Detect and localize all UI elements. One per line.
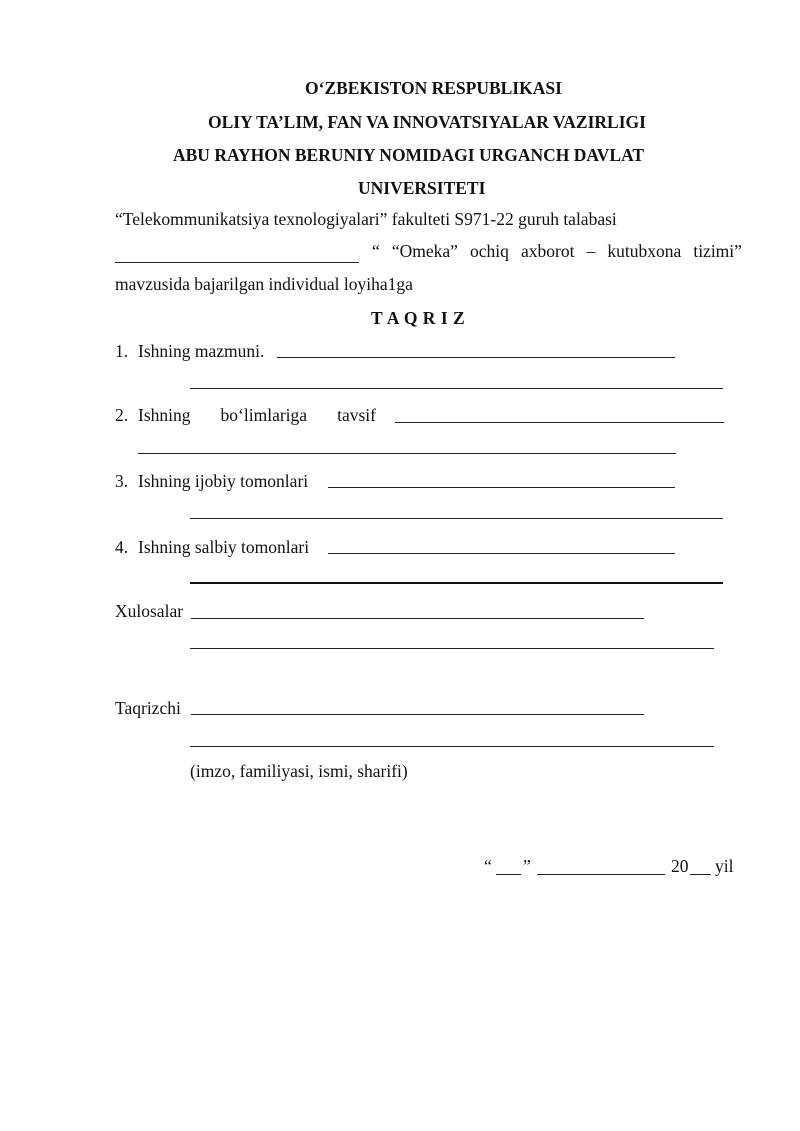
document-title: T A Q R I Z: [371, 308, 466, 328]
topic-word: axborot: [520, 241, 575, 261]
topic-word: ochiq: [470, 241, 509, 261]
topic-word: –: [586, 241, 596, 261]
student-name-blank[interactable]: [115, 262, 359, 263]
date-day-blank[interactable]: [496, 874, 521, 875]
date-month-blank[interactable]: [537, 874, 665, 875]
date-open-quote: “: [484, 856, 492, 876]
label-word: tavsif: [337, 405, 376, 425]
topic-line: [372, 243, 742, 261]
topic-line-2: mavzusida bajarilgan individual loyiha1ga: [115, 274, 413, 294]
item-number: 2.: [115, 405, 129, 425]
reviewer-answer-line[interactable]: [191, 714, 644, 715]
topic-word: “Omeka”: [391, 241, 458, 261]
reviewer-label: Taqrizchi: [115, 698, 181, 718]
topic-word: tizimi”: [693, 241, 742, 261]
date-year-blank[interactable]: [690, 874, 711, 875]
date-close-quote: ”: [523, 856, 531, 876]
item-label-positive: Ishning ijobiy tomonlari: [138, 471, 309, 491]
topic-word: kutubxona: [607, 241, 682, 261]
conclusion-label: Xulosalar: [115, 601, 184, 621]
signature-hint: (imzo, familiyasi, ismi, sharifi): [190, 761, 408, 781]
negative-answer-line-2[interactable]: [190, 582, 723, 584]
date-year-prefix: 20: [671, 856, 689, 876]
header-line-3: ABU RAYHON BERUNIY NOMIDAGI URGANCH DAVLAT: [173, 145, 645, 165]
header-line-4: UNIVERSITETI: [358, 178, 486, 198]
item-label-sections: [138, 407, 376, 425]
label-word: bo‘limlariga: [220, 405, 308, 425]
item-number: 1.: [115, 341, 129, 361]
item-label-negative: Ishning salbiy tomonlari: [138, 537, 310, 557]
item-label-content: Ishning mazmuni.: [138, 341, 265, 361]
date-year-suffix: yil: [715, 856, 734, 876]
sections-answer-line[interactable]: [395, 422, 724, 423]
positive-answer-line-2[interactable]: [190, 518, 723, 519]
label-word: Ishning: [138, 405, 191, 425]
reviewer-answer-line-2[interactable]: [190, 746, 714, 747]
positive-answer-line[interactable]: [328, 487, 675, 488]
header-line-1: O‘ZBEKISTON RESPUBLIKASI: [305, 78, 562, 98]
header-line-2: OLIY TA’LIM, FAN VA INNOVATSIYALAR VAZIRLIGI: [208, 112, 646, 132]
item-number: 4.: [115, 537, 129, 557]
conclusion-answer-line[interactable]: [191, 618, 644, 619]
conclusion-answer-line-2[interactable]: [190, 648, 714, 649]
topic-open-quote: “: [372, 241, 380, 261]
item-number: 3.: [115, 471, 129, 491]
faculty-line: “Telekommunikatsiya texnologiyalari” fakulteti S971-22 guruh talabasi: [115, 209, 617, 229]
sections-answer-line-2[interactable]: [138, 453, 676, 454]
content-answer-line[interactable]: [277, 357, 675, 358]
negative-answer-line[interactable]: [328, 553, 675, 554]
content-answer-line-2[interactable]: [190, 388, 723, 389]
